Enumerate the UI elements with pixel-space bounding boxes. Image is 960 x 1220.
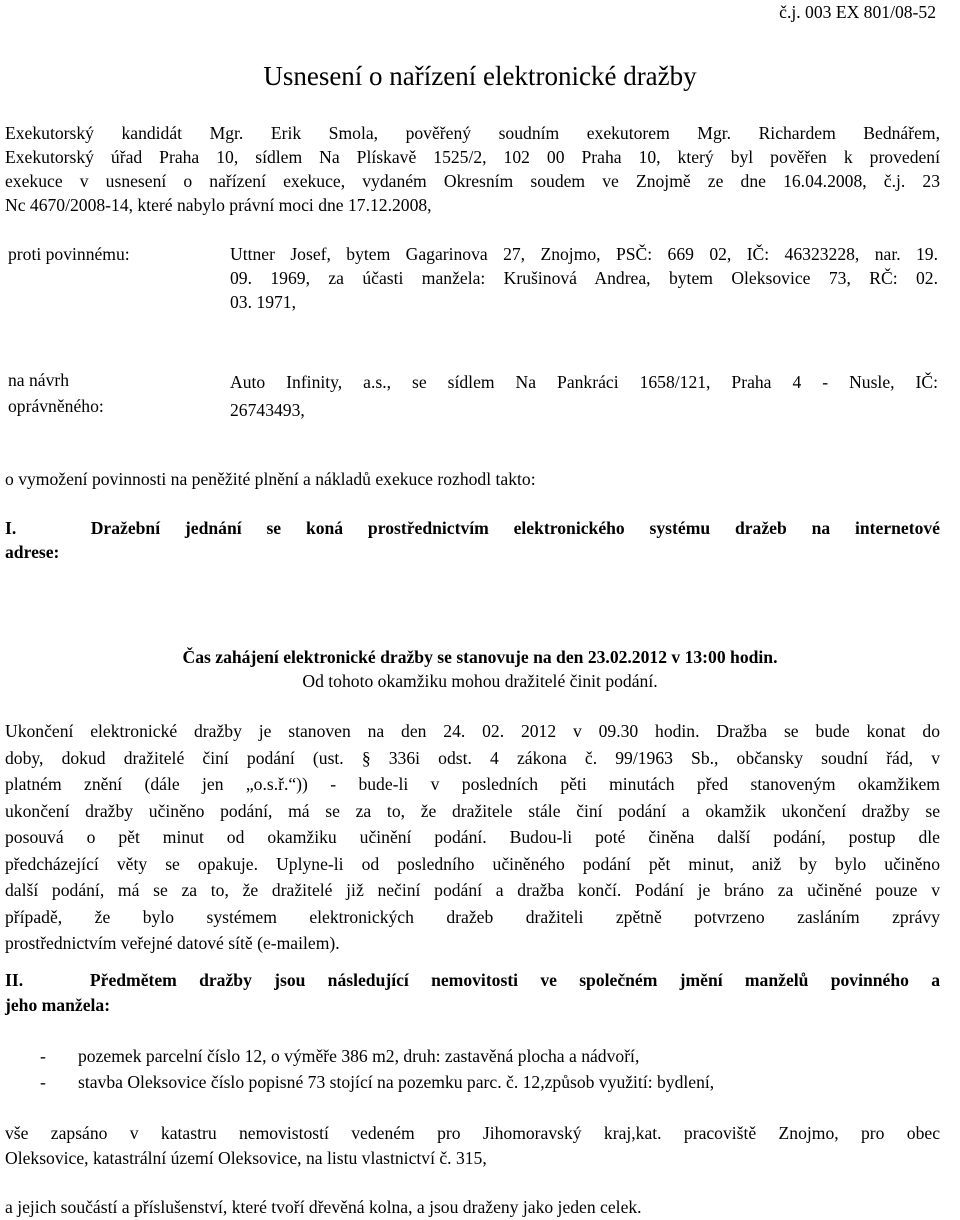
paragraph-line: další podání, má se za to, že dražitelé již nečiní podání a dražba končí. Podání je bráno za učiněné pouze v bbox=[5, 880, 940, 900]
paragraph-line: předcházející věty se opakuje. Uplyne-li od posledního učiněného podání pět minut, aniž by bylo učiněno bbox=[5, 853, 940, 874]
property-item-text: stavba Oleksovice číslo popisné 73 stojící na pozemku parc. č. 12,způsob využití: bydlení, bbox=[78, 1072, 715, 1092]
decision-intro: o vymožení povinnosti na peněžité plnění a nákladů exekuce rozhodl takto: bbox=[5, 469, 536, 489]
property-item bbox=[40, 1044, 639, 1068]
debtor-label: proti povinnému: bbox=[8, 244, 130, 264]
section-2-line: jeho manžela: bbox=[5, 995, 111, 1015]
paragraph-line: posouvá o pět minut od okamžiku učinění podání. Budou-li poté činěna další podání, postup dle bbox=[5, 827, 940, 847]
property-item-text: pozemek parcelní číslo 12, o výměře 386 m2, druh: zastavěná plocha a nádvoří, bbox=[78, 1046, 640, 1066]
auction-start-text: Čas zahájení elektronické dražby se stanovuje na den 23.02.2012 v 13:00 hodin. bbox=[182, 647, 778, 667]
property-item bbox=[40, 1070, 714, 1094]
auction-start-note: Od tohoto okamžiku mohou dražitelé činit podání. bbox=[302, 671, 658, 691]
cadastre-paragraph bbox=[5, 1121, 940, 1171]
accessories-paragraph: a jejich součástí a příslušenství, které tvoří dřevěná kolna, a jsou draženy jako jeden celek. bbox=[5, 1197, 642, 1217]
cadastre-line: vše zapsáno v katastru nemovistostí vedeném pro Jihomoravský kraj,kat. pracoviště Znojmo, pro obec bbox=[5, 1123, 940, 1143]
bullet-dash: - bbox=[40, 1046, 46, 1066]
intro-line: Nc 4670/2008-14, které nabylo právní moci dne 17.12.2008, bbox=[5, 195, 432, 215]
case-reference-number: č.j. 003 EX 801/08-52 bbox=[779, 2, 936, 22]
bullet-dash: - bbox=[40, 1072, 46, 1092]
creditor-label-2: oprávněného: bbox=[8, 396, 104, 416]
creditor-label: na návrh bbox=[8, 370, 70, 390]
auction-end-paragraph bbox=[5, 718, 940, 957]
creditor-line: 26743493, bbox=[230, 400, 305, 420]
section-2-line: II. Předmětem dražby jsou následující nemovitosti ve společném jmění manželů povinného a bbox=[5, 970, 940, 990]
creditor-details bbox=[230, 368, 938, 424]
intro-line: Exekutorský kandidát Mgr. Erik Smola, pověřený soudním exekutorem Mgr. Richardem Bednářem, bbox=[5, 123, 940, 143]
paragraph-line: Ukončení elektronické dražby je stanoven na den 24. 02. 2012 v 09.30 hodin. Dražba se bude konat do bbox=[5, 721, 940, 741]
debtor-line: 09. 1969, za účasti manžela: Krušinová Andrea, bytem Oleksovice 73, RČ: 02. bbox=[230, 268, 938, 288]
auction-start bbox=[0, 645, 960, 669]
cadastre-line: Oleksovice, katastrální území Oleksovice, na listu vlastnictví č. 315, bbox=[5, 1148, 487, 1168]
section-1-line: adrese: bbox=[5, 542, 60, 562]
paragraph-line: doby, dokud dražitelé činí podání (ust. § 336i odst. 4 zákona č. 99/1963 Sb., občansky soudní řád, v bbox=[5, 747, 940, 768]
paragraph-line: prostřednictvím veřejné datové sítě (e-mailem). bbox=[5, 933, 340, 953]
debtor-line: Uttner Josef, bytem Gagarinova 27, Znojmo, PSČ: 669 02, IČ: 46323228, nar. 19. bbox=[230, 244, 938, 264]
intro-line: exekuce v usnesení o nařízení exekuce, vydaném Okresním soudem ve Znojmě ze dne 16.04.2008, č.j. 23 bbox=[5, 171, 940, 191]
paragraph-line: platném znění (dále jen „o.s.ř.“)) - bude-li v posledních pěti minutách před stanoveným okamžikem bbox=[5, 774, 940, 794]
section-1-line: I. Dražební jednání se koná prostřednictvím elektronického systému dražeb na internetové bbox=[5, 518, 940, 538]
debtor-details bbox=[230, 242, 938, 314]
intro-line: Exekutorský úřad Praha 10, sídlem Na Plískavě 1525/2, 102 00 Praha 10, který byl pověřen k provedení bbox=[5, 147, 940, 167]
debtor-line: 03. 1971, bbox=[230, 292, 296, 312]
section-1-heading bbox=[5, 516, 940, 564]
paragraph-line: ukončení dražby učiněno podání, má se za to, že dražitele stále činí podání a okamžik ukončení dražby se bbox=[5, 800, 940, 821]
section-2-heading bbox=[5, 968, 940, 1018]
paragraph-line: případě, že bylo systémem elektronických dražeb dražiteli zpětně potvrzeno zasláním zprávy bbox=[5, 906, 940, 927]
document-title: Usnesení o nařízení elektronické dražby bbox=[263, 61, 697, 91]
creditor-line: Auto Infinity, a.s., se sídlem Na Pankráci 1658/121, Praha 4 - Nusle, IČ: bbox=[230, 372, 938, 392]
intro-paragraph bbox=[5, 121, 940, 217]
